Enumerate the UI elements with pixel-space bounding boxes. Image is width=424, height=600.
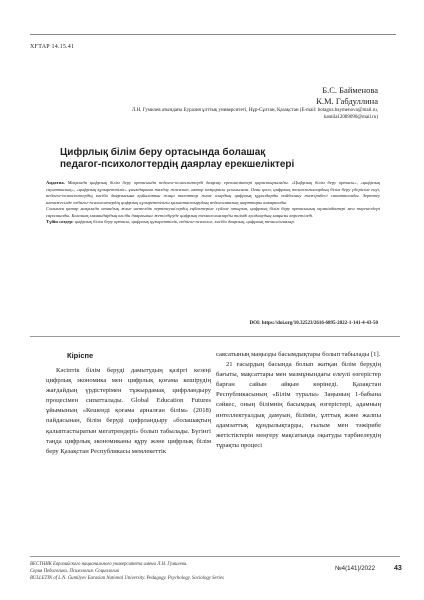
- journal-footer: [30, 561, 224, 582]
- intro-heading: Кіріспе: [67, 351, 94, 360]
- intro-paragraph-3: 21 ғасырдың басында болып жатқан білім берудің бағыты, мақсаттары мен мазмұнындағы елеулі өзгерістер барған сайын айқын көрінеді. Қазақстан Республикасының «Білім туралы» Заңының 1-бабына сәйкес, оның білімнің басымдық өзгерістері, адамның интеллектуалдық дамуын, білімін, ұлттық және жалпы адамзаттық құндылықтарды, ғылым мен тәжірибе жетістіктерін меңгеру мақсатында оқытуды тәрбиелеудің тұрақты процесі: [216, 361, 381, 449]
- affiliation: Л.Н. Гумилев атындағы Еуразия ұлттық университеті, Нұр-Сұлтан, Қазақстан (E-mail: botagoz.baymenova@mail.ru, kamila12089090@mail.ru): [131, 108, 378, 120]
- doi-link[interactable]: DOI: https://doi.org/10.32523/2616-6895-2022-1-141-4-43-50: [249, 321, 378, 326]
- footer-rule: [30, 556, 400, 557]
- classification-code: ХҒТАР 14.15.41: [30, 44, 75, 50]
- intro-paragraph-1: Кәсіптік білім беруді дамытудың қазіргі кезеңі цифрлық экономика мен цифрлық қоғама кешірудің жағдайдың үрдістерімен тұжырдамақ цифрландыру процесімен сипатталады. Global Education Futures ұйымының «Кешенді қоғама арналған білім» (2018) пайдасынан, білім беруді цифрландыру «болашақтың қалыптастыратын мегатрендері» болып табылады. Бүгінгі таңда цифрлық экономиканы құру және цифрлық білім беру Қазақстан Республикасы мемлекеттік: [46, 367, 211, 455]
- footer-line-2: Серия Педагогика. Психология. Социология: [30, 569, 119, 574]
- page-number: 43: [394, 565, 402, 572]
- abstract-text-2: Сонымен қатар мақалада отандық және шетелдік зерттеушілердің еңбектеріне сүйене отырып, цифрлық білім беру ортасының мүмкіндіктері мен тәуекелдері сараланады. Болашақ мамандардың кәсіби даярлығын жетілдіруде цифрлық технологияларды тиімді қолданудың маңызы көрсетіледі.: [46, 206, 380, 218]
- intro-paragraph-2: саясатының маңызды басымдықтары болып табылады [1].: [216, 351, 381, 358]
- abstract-block: [46, 180, 380, 226]
- issue-number: №4(141)/2022: [335, 565, 376, 572]
- top-rule: [30, 34, 396, 35]
- keywords-label: Түйін сөздер:: [46, 219, 74, 224]
- footer-line-3: BULLETIN of L.N. Gumilyov Eurasian National University. Pedagogy. Psychology. Sociology Series: [30, 576, 224, 581]
- column-left: [46, 350, 211, 457]
- section-divider: [30, 336, 400, 337]
- author-1: Б.С. Байменова: [322, 85, 378, 95]
- abstract-text: Мақалада цифрлық білім беру ортасында педагог-психологтерді даярлау ерекшеліктері қарастырылады. «Цифрлық білім беру ортасы», «цифрлық сауаттылық», «цифрлық құзыреттілік» ұғымдарына талдау жасалып, автор көзқарасы ұсынылған. Оған қоса, цифрлық технологиялардың білім беру үдерісіне енуі, педагог-психологтердің кәсіби даярлығына қойылатын жаңа талаптар және олардың цифрлық құралдарды пайдалану тәжірибесі сипатталады. Зерттеу нәтижесінде педагог-психологтердің цифрлық құзыреттілігін қалыптастырудың педагогикалық шарттары анықталды.: [46, 180, 380, 205]
- title-line-1: Цифрлық білім беру ортасында болашақ: [60, 147, 266, 158]
- title-line-2: педагог-психологтердің даярлау ерекшеліктері: [60, 159, 295, 170]
- column-right: [216, 350, 381, 451]
- article-title: [60, 147, 380, 171]
- authors: [316, 85, 378, 107]
- footer-line-1: ВЕСТНИК Евразийского национального университета имени Л.Н. Гумилева.: [30, 562, 188, 567]
- abstract-label: Аңдатпа.: [46, 180, 65, 185]
- author-2: К.М. Габдуллина: [316, 96, 378, 106]
- keywords-text: цифрлық білім беру ортасы, цифрлық құзыреттілік, педагог-психолог, кәсіби даярлық, цифрлық технологиялар.: [74, 219, 295, 224]
